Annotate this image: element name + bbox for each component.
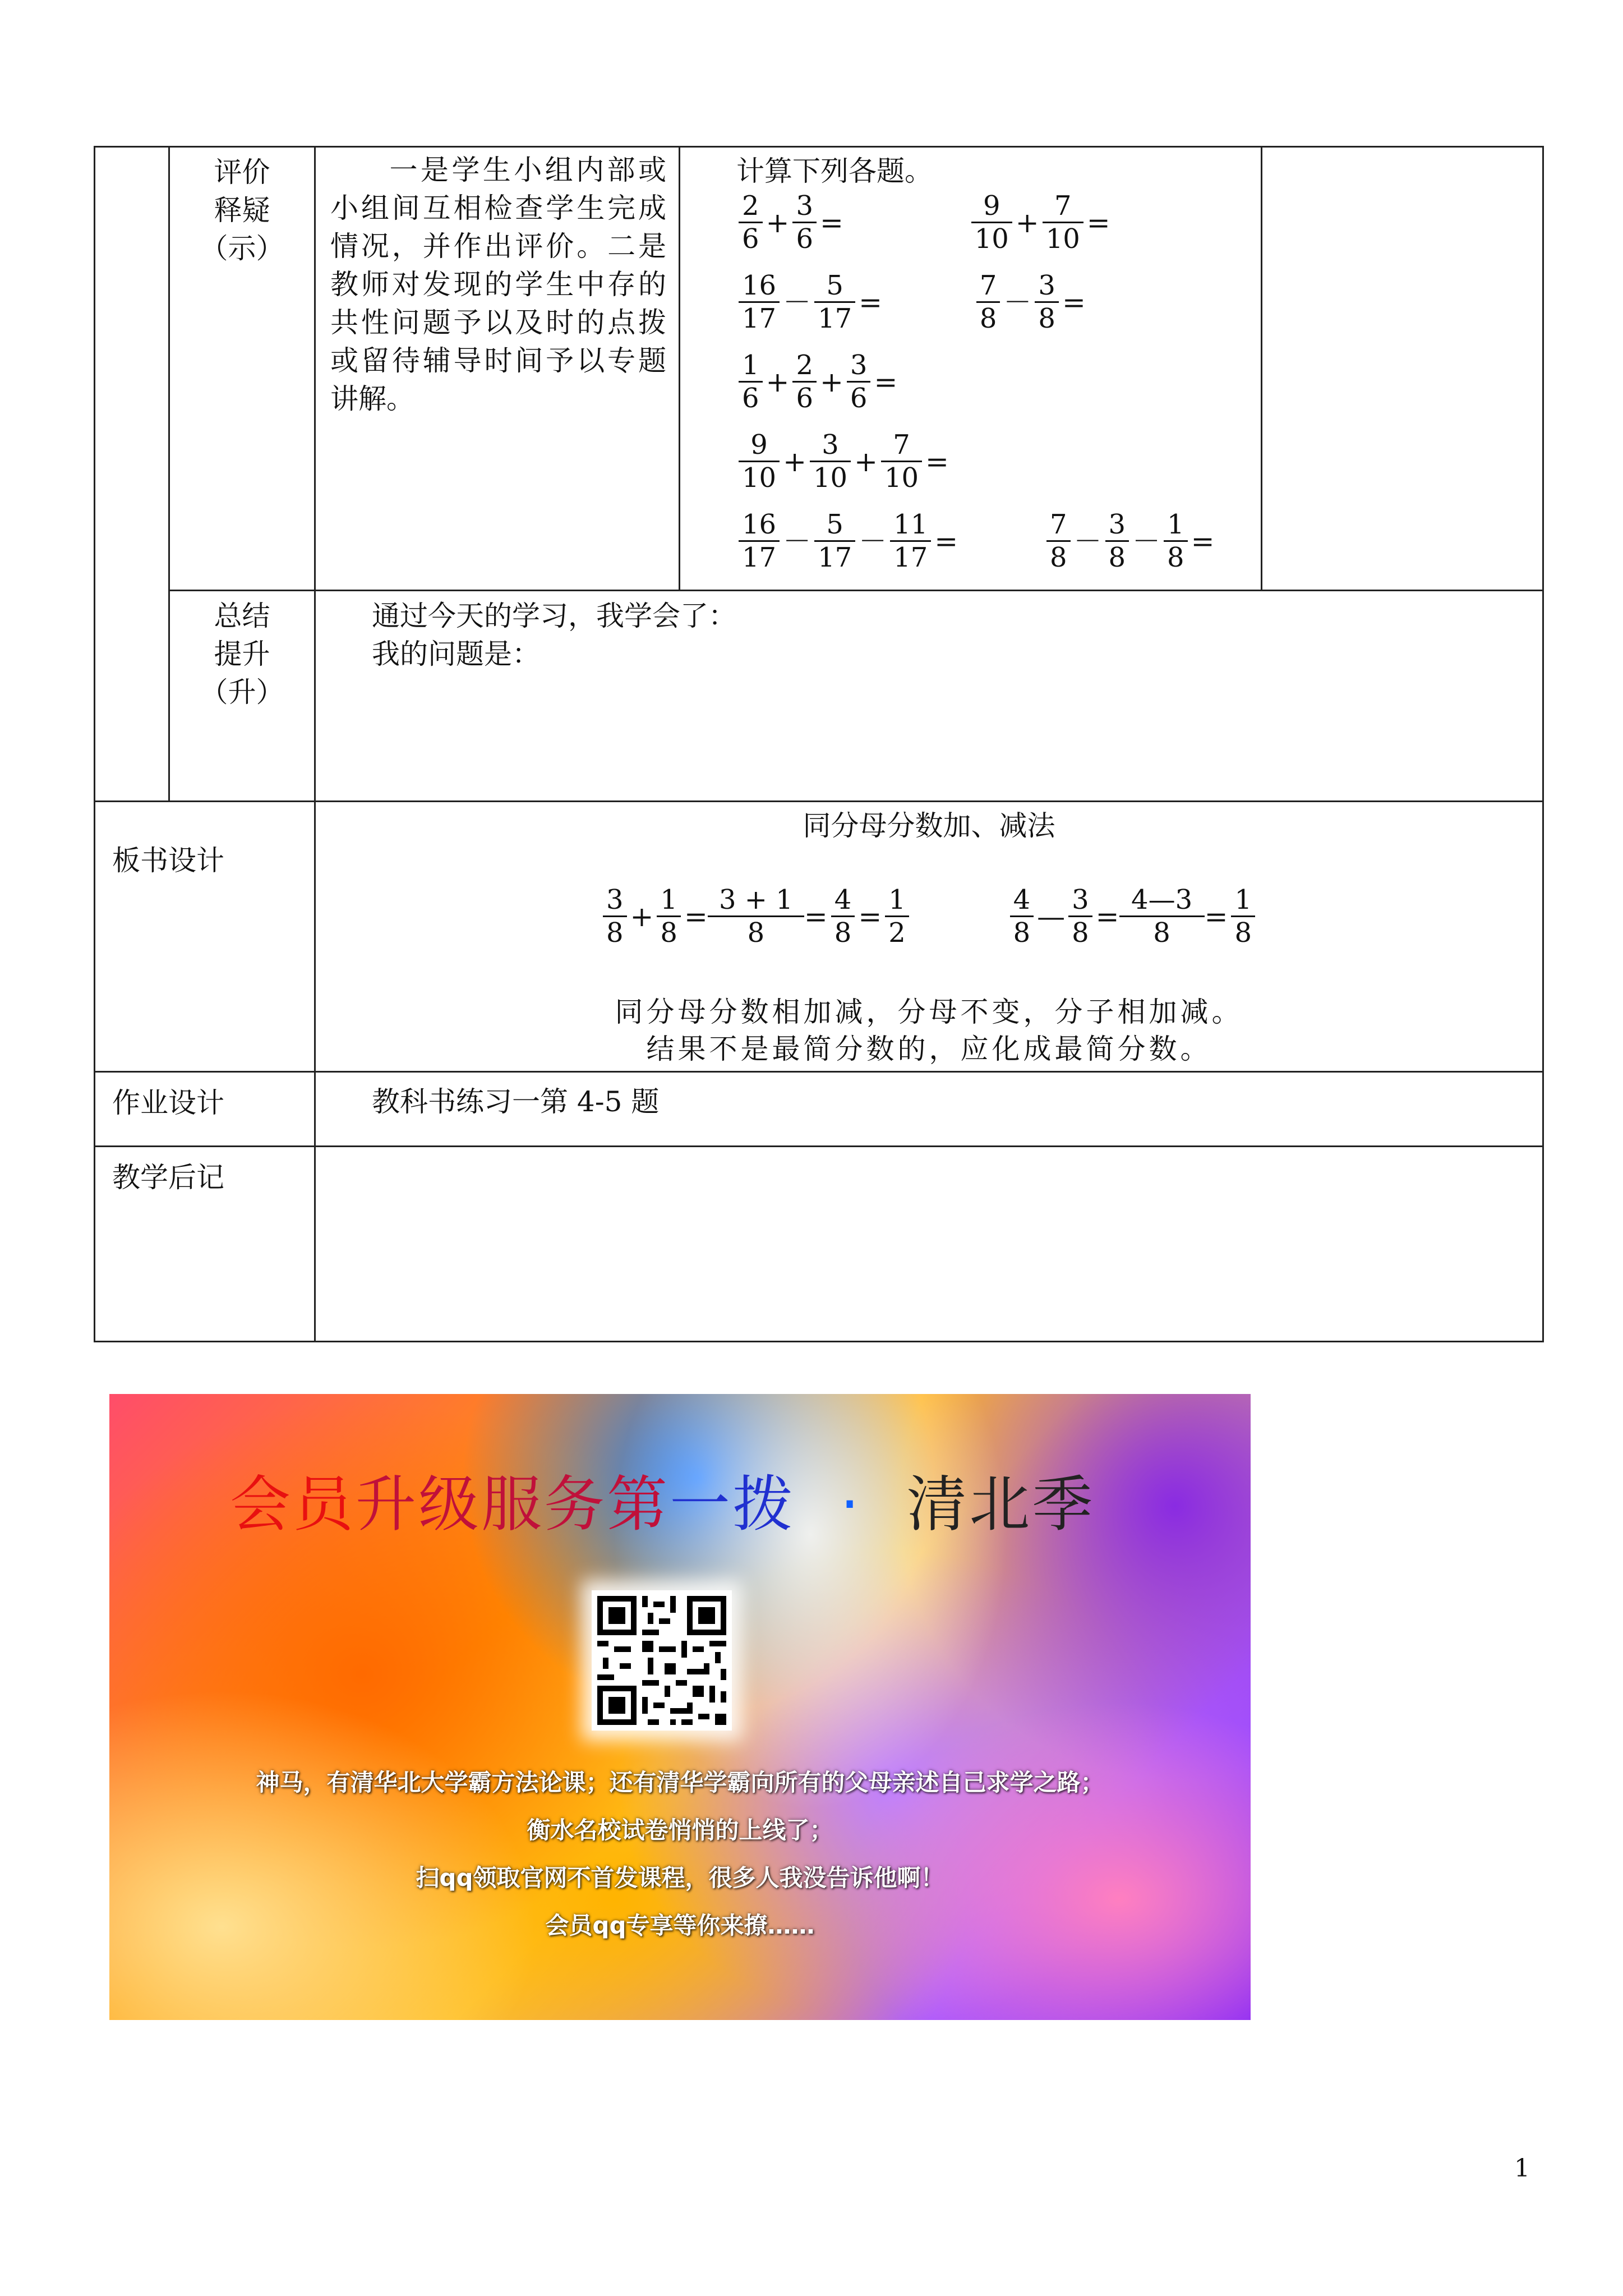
exercise-line: $\frac{1}{6}$ + $\frac{2}{6}$ + $\frac{3}{6}$ = <box>736 349 1249 429</box>
exercise-line: $\frac{2}{6}$ + $\frac{3}{6}$ = $\frac{9}{10}$ + $\frac{7}{10}$ = <box>736 190 1249 270</box>
eval-label: 评价 释疑 （示） <box>169 147 315 591</box>
exercise-line: $\frac{9}{10}$ + $\frac{3}{10}$ + $\frac{7}{10}$ = <box>736 429 1249 509</box>
fraction: $\frac{1}{8}$ <box>1164 509 1188 573</box>
exercise-line: $\frac{16}{17}$ － $\frac{5}{17}$ = $\frac{7}{8}$ － $\frac{3}{8}$ = <box>736 270 1249 349</box>
fraction: $\frac{1}{6}$ <box>739 349 763 414</box>
banner-line-2: 衡水名校试卷悄悄的上线了； <box>527 1816 833 1844</box>
page-number: 1 <box>1514 2154 1530 2183</box>
fraction: $\frac{7}{10}$ <box>881 429 922 494</box>
board-title: 同分母分数加、减法 <box>803 809 1055 842</box>
fraction: $\frac{9}{10}$ <box>739 429 780 494</box>
homework-content: 教科书练习一第 4-5 题 <box>315 1072 1543 1147</box>
fraction: $\frac{16}{17}$ <box>739 509 780 573</box>
promo-banner[interactable] <box>109 1394 1251 2020</box>
summary-content: 通过今天的学习，我学会了： 我的问题是： <box>315 591 1543 802</box>
exercise-line: $\frac{16}{17}$ － $\frac{5}{17}$ － $\frac{11}{17}$ = $\frac{7}{8}$ － $\frac{3}{8}$ － $\frac{1}{8}$ = <box>736 509 1249 588</box>
fraction: $\frac{2}{6}$ <box>739 190 763 255</box>
board-rules: 同分母分数相加减，分母不变，分子相加减。 结果不是最简分数的，应化成最简分数。 <box>615 996 1243 1065</box>
eval-description: 一是学生小组内部或小组间互相检查学生完成情况，并作出评价。二是教师对发现的学生中存的共性问题予以及时的点拨或留待辅导时间予以专题讲解。 <box>315 147 680 591</box>
fraction: $\frac{5}{17}$ <box>814 270 855 334</box>
fraction: $\frac{3}{8}$ <box>1105 509 1129 573</box>
fraction: $\frac{3}{6}$ <box>792 190 817 255</box>
fraction: $\frac{3}{8}$ <box>1035 270 1059 334</box>
exercise-title: 计算下列各题。 <box>736 155 933 187</box>
empty-cell <box>1262 147 1543 591</box>
notes-content <box>315 1147 1543 1342</box>
homework-label: 作业设计 <box>95 1072 315 1147</box>
homework-row <box>95 1072 1543 1147</box>
banner-title: 会员升级服务第一拨 · 清北季 <box>230 1470 1095 1540</box>
board-row <box>95 802 1543 1072</box>
fraction: $\frac{7}{8}$ <box>976 270 1000 334</box>
summary-row <box>95 591 1543 802</box>
summary-label: 总结 提升 （升） <box>169 591 315 802</box>
fraction: $\frac{7}{8}$ <box>1046 509 1071 573</box>
fraction: $\frac{11}{17}$ <box>890 509 931 573</box>
banner-line-1: 神马，有清华北大学霸方法论课；还有清华学霸向所有的父母亲述自己求学之路； <box>256 1769 1104 1796</box>
banner-line-4: 会员qq专享等你来撩…… <box>545 1912 815 1939</box>
lesson-plan-table <box>94 146 1544 1342</box>
fraction: $\frac{7}{10}$ <box>1043 190 1083 255</box>
notes-label: 教学后记 <box>95 1147 315 1342</box>
board-label: 板书设计 <box>95 802 315 1072</box>
board-formulas: $\frac{3}{8}$ + $\frac{1}{8}$ = $\frac{3 + 1}{8}$ = $\frac{4}{8}$ = $\frac{1}{2}$ $\frac{4}{8}$ — $\frac{3}{8}$ = $\frac{4—3}{8}$ = $\frac{1}{8}$ <box>316 884 1542 949</box>
fraction: $\frac{2}{6}$ <box>792 349 817 414</box>
qr-code-icon[interactable] <box>592 1590 732 1731</box>
fraction: $\frac{9}{10}$ <box>971 190 1012 255</box>
fraction: $\frac{5}{17}$ <box>814 509 855 573</box>
fraction: $\frac{16}{17}$ <box>739 270 780 334</box>
fraction: $\frac{3}{10}$ <box>810 429 851 494</box>
banner-line-3: 扫qq领取官网不首发课程，很多人我没告诉他啊！ <box>416 1864 944 1892</box>
eval-row <box>95 147 1543 591</box>
notes-row <box>95 1147 1543 1342</box>
fraction: $\frac{3}{6}$ <box>847 349 871 414</box>
board-content <box>315 802 1543 1072</box>
exercise-cell <box>680 147 1262 591</box>
blank-cell <box>95 147 169 802</box>
